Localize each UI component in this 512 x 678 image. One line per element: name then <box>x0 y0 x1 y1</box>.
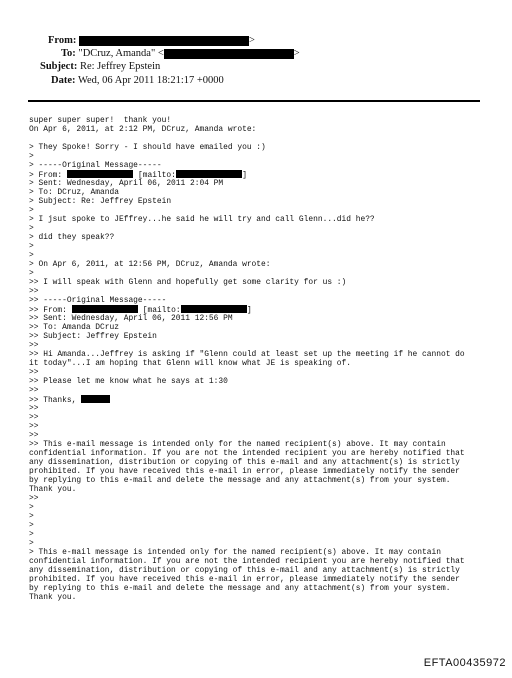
body-line: > <box>29 224 34 233</box>
redaction-block <box>176 170 242 178</box>
body-line: >> <box>29 494 39 503</box>
body-line: > <box>29 152 34 161</box>
body-line: > -----Original Message----- <box>29 161 162 170</box>
body-line: >> <box>29 422 39 431</box>
body-line: > <box>29 530 34 539</box>
document-id: EFTA00435972 <box>423 657 506 669</box>
body-line: prohibited. If you have received this e-mail in error, please immediately notify the sender <box>29 467 460 476</box>
redaction-block <box>67 170 133 178</box>
body-line: > I jsut spoke to JEffrey...he said he will try and call Glenn...did he?? <box>29 215 375 224</box>
body-line: >> I will speak with Glenn and hopefully get some clarity for us :) <box>29 278 347 287</box>
body-line: Thank you. <box>29 485 77 494</box>
body-line: >> <box>29 431 39 440</box>
from-label: From: <box>48 35 77 46</box>
body-line: >> Sent: Wednesday, April 06, 2011 12:56 PM <box>29 314 233 323</box>
body-line: any dissemination, distribution or copying of this e-mail and any attachment(s) is strictly <box>29 566 460 575</box>
body-line: On Apr 6, 2011, at 2:12 PM, DCruz, Amanda wrote: <box>29 125 257 134</box>
body-line: > <box>29 521 34 530</box>
redaction-block <box>181 305 247 313</box>
body-line: confidential information. If you are not the intended recipient you are hereby notified that <box>29 557 465 566</box>
header-to-line <box>61 47 300 60</box>
body-line: it today"...I am hoping that Glenn will know what JE is speaking of. <box>29 359 351 368</box>
body-line: > <box>29 251 34 260</box>
body-line: super super super! thank you! <box>29 116 172 125</box>
redaction-block <box>81 395 109 403</box>
redaction-block <box>79 36 249 46</box>
subject-value: Re: Jeffrey Epstein <box>79 61 161 72</box>
body-line: >> Please let me know what he says at 1:30 <box>29 377 228 386</box>
body-line: > <box>29 539 34 548</box>
body-line: by replying to this e-mail and delete the message and any attachment(s) from your system. <box>29 584 451 593</box>
date-value: Wed, 06 Apr 2011 18:21:17 +0000 <box>77 75 224 86</box>
body-line: >> Subject: Jeffrey Epstein <box>29 332 157 341</box>
body-line: > <box>29 269 34 278</box>
body-line: >> This e-mail message is intended only for the named recipient(s) above. It may contain <box>29 440 446 449</box>
body-line: >> From: [mailto: ] <box>29 306 252 315</box>
subject-label: Subject: <box>40 61 78 72</box>
body-line: >> <box>29 341 39 350</box>
body-line: >> <box>29 368 39 377</box>
header-divider <box>28 100 480 102</box>
body-line: > Subject: Re: Jeffrey Epstein <box>29 197 172 206</box>
body-line: > On Apr 6, 2011, at 12:56 PM, DCruz, Amanda wrote: <box>29 260 271 269</box>
body-line: > This e-mail message is intended only for the named recipient(s) above. It may contain <box>29 548 441 557</box>
body-line: >> <box>29 404 39 413</box>
body-line: > To: DCruz, Amanda <box>29 188 119 197</box>
from-suffix: > <box>249 35 255 46</box>
body-line: > <box>29 503 34 512</box>
header-date-line <box>51 74 224 87</box>
body-line: Thank you. <box>29 593 77 602</box>
body-line: > From: [mailto: ] <box>29 171 247 180</box>
body-line: > did they speak?? <box>29 233 115 242</box>
body-line: prohibited. If you have received this e-mail in error, please immediately notify the sender <box>29 575 460 584</box>
to-value: "DCruz, Amanda" < <box>78 48 164 59</box>
body-line: > <box>29 512 34 521</box>
redaction-block <box>72 305 138 313</box>
body-line: >> <box>29 413 39 422</box>
to-label: To: <box>61 48 76 59</box>
body-line: > Sent: Wednesday, April 06, 2011 2:04 PM <box>29 179 224 188</box>
body-line: >> To: Amanda DCruz <box>29 323 119 332</box>
date-label: Date: <box>51 75 76 86</box>
body-line: >> -----Original Message----- <box>29 296 167 305</box>
body-line: any dissemination, distribution or copying of this e-mail and any attachment(s) is strictly <box>29 458 460 467</box>
email-body <box>29 116 499 602</box>
body-line: >> <box>29 386 39 395</box>
body-line: >> Thanks, <box>29 395 499 404</box>
header-from-line <box>48 34 255 47</box>
body-line: > They Spoke! Sorry - I should have emailed you :) <box>29 143 266 152</box>
body-line: confidential information. If you are not the intended recipient you are hereby notified that <box>29 449 465 458</box>
header-subject-line <box>40 60 160 73</box>
body-line: > <box>29 242 34 251</box>
redaction-block <box>164 49 294 59</box>
body-line: >> <box>29 287 39 296</box>
body-line <box>29 134 499 143</box>
body-line: by replying to this e-mail and delete the message and any attachment(s) from your system. <box>29 476 451 485</box>
body-line: > <box>29 206 34 215</box>
to-suffix: > <box>293 48 300 59</box>
body-line: >> Hi Amanda...Jeffrey is asking if "Glenn could at least set up the meeting if he cannot do <box>29 350 465 359</box>
